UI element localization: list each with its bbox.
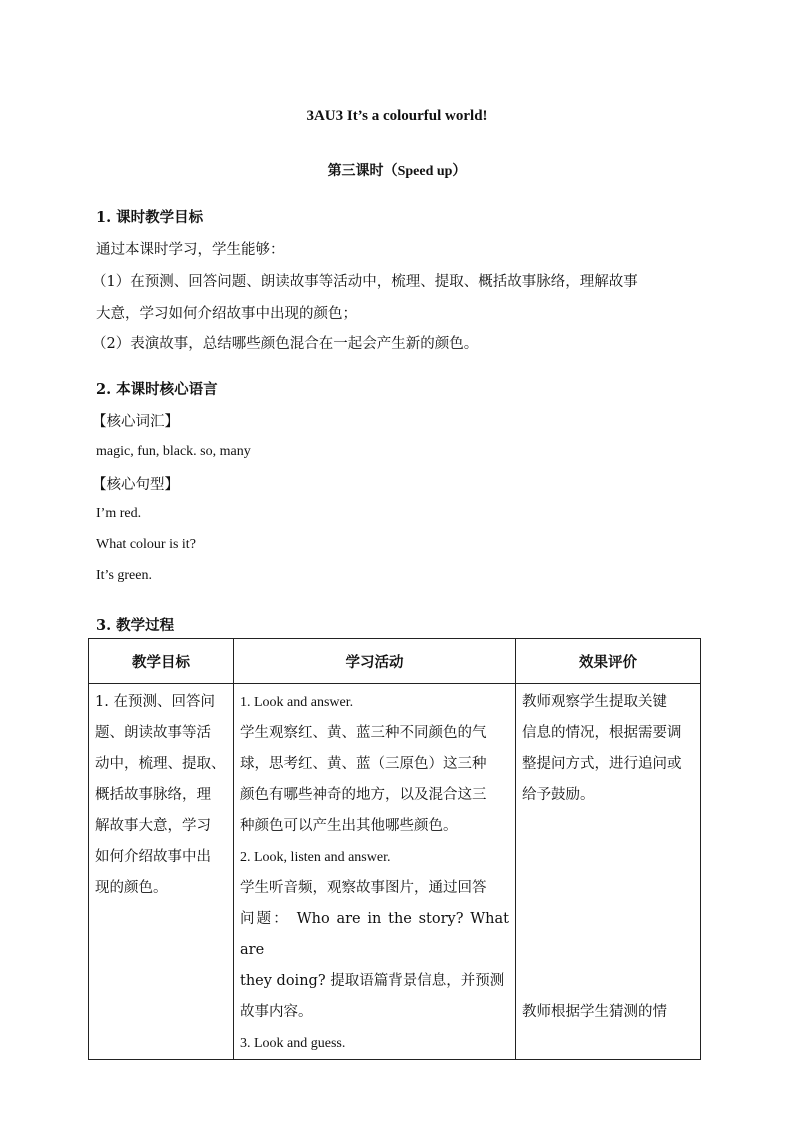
subtitle-prefix: 第三课时（ (327, 163, 398, 179)
goal-line: 题、朗读故事等活 (95, 725, 211, 741)
evaluation-line: 教师观察学生提取关键 (522, 694, 667, 710)
activity-cell (234, 684, 516, 1060)
evaluation-line: 教师根据学生猜测的情 (522, 1004, 667, 1020)
goal1-line2: 大意，学习如何介绍故事中出现的颜色； (96, 306, 357, 322)
activity-line: 学生听音频，观察故事图片，通过回答 (240, 880, 487, 896)
sentence-3: It’s green. (96, 568, 152, 583)
section1-heading: 1. 课时教学目标 (96, 209, 204, 226)
vocab-label: 【核心词汇】 (92, 414, 179, 430)
evaluation-cell (516, 684, 701, 1060)
evaluation-line: 整提问方式，进行追问或 (522, 756, 682, 772)
header-learning-activity: 学习活动 (234, 639, 516, 684)
goal-line: 概括故事脉络，理 (95, 787, 211, 803)
document-title: 3AU3 It’s a colourful world! (306, 108, 488, 124)
activity-line: they doing? 提取语篇背景信息，并预测 (240, 973, 505, 989)
evaluation-line: 给予鼓励。 (522, 787, 595, 803)
goal-line: 1. 在预测、回答问 (95, 694, 215, 710)
table-header-row (89, 639, 701, 684)
table-row (89, 684, 701, 1060)
activity-line: 1. Look and answer. (240, 695, 354, 710)
subtitle-suffix: ） (452, 163, 467, 179)
section2-heading: 2. 本课时核心语言 (96, 381, 218, 398)
vocab-list: magic, fun, black. so, many (96, 444, 251, 459)
goal1-line1: （1）在预测、回答问题、朗读故事等活动中，梳理、提取、概括故事脉络，理解故事 (92, 274, 638, 290)
activity-line: 2. Look, listen and answer. (240, 850, 391, 865)
goal-line: 动中，梳理、提取、 (95, 756, 226, 772)
section3-heading: 3. 教学过程 (96, 617, 175, 634)
goal2: （2）表演故事，总结哪些颜色混合在一起会产生新的颜色。 (92, 336, 479, 352)
activity-line: 学生观察红、黄、蓝三种不同颜色的气 (240, 725, 487, 741)
goal-line: 现的颜色。 (95, 880, 168, 896)
lesson-subtitle (0, 160, 794, 180)
sentence-2: What colour is it? (96, 537, 196, 552)
activity-line: 问题： Who are in the story? What are (240, 911, 509, 958)
header-evaluation: 效果评价 (516, 639, 701, 684)
evaluation-spacer (522, 811, 694, 997)
pattern-label: 【核心句型】 (92, 477, 179, 493)
section1-intro: 通过本课时学习，学生能够： (96, 242, 285, 258)
header-teaching-goal: 教学目标 (89, 639, 234, 684)
goal-line: 如何介绍故事中出 (95, 849, 211, 865)
teaching-process-table (88, 638, 701, 1060)
subtitle-english: Speed up (397, 164, 453, 179)
activity-line: 颜色有哪些神奇的地方，以及混合这三 (240, 787, 487, 803)
evaluation-line: 信息的情况，根据需要调 (522, 725, 682, 741)
activity-line: 3. Look and guess. (240, 1036, 346, 1051)
goal-cell (89, 684, 234, 1060)
goal-line: 解故事大意，学习 (95, 818, 211, 834)
activity-line: 种颜色可以产生出其他哪些颜色。 (240, 818, 458, 834)
sentence-1: I’m red. (96, 506, 142, 521)
activity-line: 故事内容。 (240, 1004, 313, 1020)
activity-line: 球，思考红、黄、蓝（三原色）这三种 (240, 756, 487, 772)
